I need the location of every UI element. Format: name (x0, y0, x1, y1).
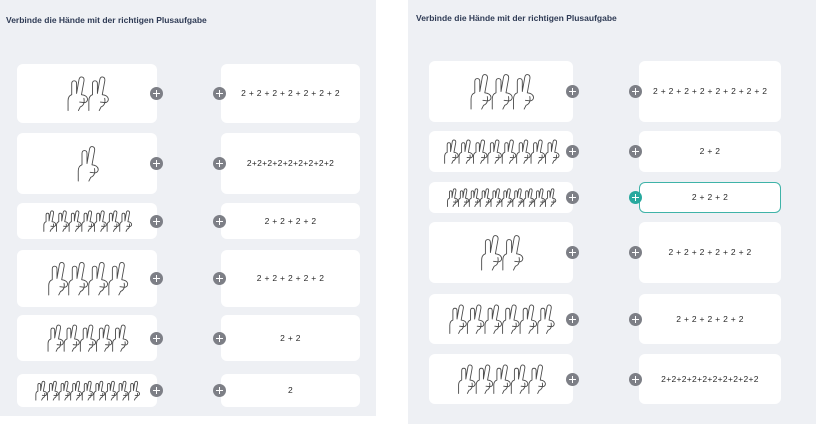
two-finger-hand-icon (502, 140, 516, 163)
two-finger-hand-icon (529, 365, 546, 393)
hand-card[interactable] (17, 64, 157, 123)
hand-connector-plus-icon[interactable] (566, 373, 579, 386)
hand-card[interactable] (429, 294, 573, 344)
equation-card[interactable]: 2 + 2 + 2 + 2 + 2 (639, 294, 781, 344)
hand-card[interactable] (17, 315, 157, 361)
two-finger-hand-icon (94, 211, 106, 232)
hands-group (17, 250, 157, 307)
hand-connector-plus-icon[interactable] (150, 215, 163, 228)
equation-card[interactable]: 2 + 2 (221, 315, 360, 361)
two-finger-hand-icon (97, 325, 112, 351)
two-finger-hand-icon (82, 211, 94, 232)
hand-connector-plus-icon[interactable] (566, 145, 579, 158)
two-finger-hand-icon (120, 211, 132, 232)
two-finger-hand-icon (459, 140, 473, 163)
two-finger-hand-icon (69, 211, 81, 232)
equation-connector-plus-icon[interactable] (213, 215, 226, 228)
two-finger-hand-icon (459, 365, 476, 393)
two-finger-hand-icon (94, 381, 105, 400)
hand-card[interactable] (429, 354, 573, 404)
hand-card[interactable] (17, 374, 157, 407)
two-finger-hand-icon (491, 189, 501, 207)
hand-card[interactable] (429, 222, 573, 283)
hand-connector-plus-icon[interactable] (566, 313, 579, 326)
two-finger-hand-icon (448, 189, 458, 207)
two-finger-hand-icon (109, 262, 128, 294)
two-finger-hand-icon (68, 77, 88, 111)
two-finger-hand-icon (485, 305, 502, 333)
two-finger-hand-icon (71, 381, 82, 400)
two-finger-hand-icon (113, 325, 128, 351)
two-finger-hand-icon (458, 189, 468, 207)
two-finger-hand-icon (82, 381, 93, 400)
two-finger-hand-icon (546, 189, 556, 207)
equation-connector-plus-icon[interactable] (629, 373, 642, 386)
equation-connector-plus-icon[interactable] (629, 313, 642, 326)
two-finger-hand-icon (105, 381, 116, 400)
two-finger-hand-icon (535, 189, 545, 207)
two-finger-hand-icon (117, 381, 128, 400)
equation-connector-plus-icon[interactable] (213, 332, 226, 345)
hands-group (429, 131, 573, 172)
equation-card[interactable]: 2 + 2 + 2 + 2 + 2 + 2 + 2 + 2 (639, 61, 781, 122)
two-finger-hand-icon (502, 189, 512, 207)
two-finger-hand-icon (44, 211, 56, 232)
hand-connector-plus-icon[interactable] (150, 272, 163, 285)
two-finger-hand-icon (48, 325, 63, 351)
hand-card[interactable] (429, 182, 573, 213)
two-finger-hand-icon (513, 189, 523, 207)
equation-card[interactable]: 2 + 2 (639, 131, 781, 172)
two-finger-hand-icon (503, 305, 520, 333)
hands-group (429, 294, 573, 344)
equation-connector-plus-icon[interactable] (629, 85, 642, 98)
two-finger-hand-icon (494, 365, 511, 393)
hand-card[interactable] (17, 250, 157, 307)
hand-connector-plus-icon[interactable] (150, 87, 163, 100)
equation-card[interactable]: 2 + 2 + 2 + 2 (221, 203, 360, 239)
equation-connector-plus-icon[interactable] (213, 157, 226, 170)
hand-card[interactable] (17, 203, 157, 239)
hands-group (429, 182, 573, 213)
hands-group (429, 354, 573, 404)
two-finger-hand-icon (517, 140, 531, 163)
equation-connector-plus-icon[interactable] (629, 246, 642, 259)
equation-connector-plus-icon[interactable] (213, 384, 226, 397)
two-finger-hand-icon (473, 140, 487, 163)
two-finger-hand-icon (57, 211, 69, 232)
right-exercise-panel (408, 0, 816, 424)
two-finger-hand-icon (545, 140, 559, 163)
two-finger-hand-icon (64, 325, 79, 351)
hand-connector-plus-icon[interactable] (150, 332, 163, 345)
two-finger-hand-icon (59, 381, 70, 400)
hands-group (17, 315, 157, 361)
hand-card[interactable] (429, 131, 573, 172)
hands-group (17, 203, 157, 239)
equation-card[interactable]: 2 + 2 + 2 + 2 + 2 + 2 (639, 222, 781, 283)
left-exercise-panel (0, 0, 376, 416)
hands-group (17, 133, 157, 194)
two-finger-hand-icon (69, 262, 88, 294)
two-finger-hand-icon (89, 77, 109, 111)
equation-connector-plus-icon[interactable] (213, 272, 226, 285)
hand-connector-plus-icon[interactable] (566, 85, 579, 98)
equation-card[interactable]: 2+2+2+2+2+2+2+2+2 (221, 133, 360, 194)
equation-connector-plus-icon[interactable] (629, 145, 642, 158)
hands-group (17, 374, 157, 407)
two-finger-hand-icon (514, 75, 534, 109)
two-finger-hand-icon (520, 305, 537, 333)
two-finger-hand-icon (469, 189, 479, 207)
two-finger-hand-icon (476, 365, 493, 393)
two-finger-hand-icon (503, 236, 523, 270)
two-finger-hand-icon (78, 147, 98, 181)
hands-group (429, 222, 573, 283)
two-finger-hand-icon (524, 189, 534, 207)
hand-connector-plus-icon[interactable] (566, 191, 579, 204)
equation-card[interactable]: 2 + 2 + 2 + 2 + 2 + 2 + 2 (221, 64, 360, 123)
two-finger-hand-icon (47, 381, 58, 400)
hand-connector-plus-icon[interactable] (566, 246, 579, 259)
two-finger-hand-icon (511, 365, 528, 393)
two-finger-hand-icon (467, 305, 484, 333)
two-finger-hand-icon (445, 140, 459, 163)
two-finger-hand-icon (492, 75, 512, 109)
hand-connector-plus-icon[interactable] (150, 384, 163, 397)
two-finger-hand-icon (482, 236, 502, 270)
equation-connector-plus-icon[interactable] (629, 191, 642, 204)
two-finger-hand-icon (480, 189, 490, 207)
two-finger-hand-icon (89, 262, 108, 294)
hand-connector-plus-icon[interactable] (150, 157, 163, 170)
two-finger-hand-icon (531, 140, 545, 163)
two-finger-hand-icon (49, 262, 68, 294)
two-finger-hand-icon (450, 305, 467, 333)
two-finger-hand-icon (471, 75, 491, 109)
equation-card[interactable]: 2 (221, 374, 360, 407)
hand-card[interactable] (17, 133, 157, 194)
two-finger-hand-icon (488, 140, 502, 163)
exercise-title: Verbinde die Hände mit der richtigen Plusaufgabe (6, 15, 207, 25)
equation-card[interactable]: 2+2+2+2+2+2+2+2+2+2 (639, 354, 781, 404)
two-finger-hand-icon (129, 381, 140, 400)
hands-group (17, 64, 157, 123)
hand-card[interactable] (429, 61, 573, 122)
two-finger-hand-icon (80, 325, 95, 351)
equation-connector-plus-icon[interactable] (213, 87, 226, 100)
hands-group (429, 61, 573, 122)
exercise-title: Verbinde die Hände mit der richtigen Plusaufgabe (416, 13, 617, 23)
equation-card[interactable]: 2 + 2 + 2 + 2 + 2 (221, 250, 360, 307)
two-finger-hand-icon (538, 305, 555, 333)
two-finger-hand-icon (107, 211, 119, 232)
equation-card[interactable]: 2 + 2 + 2 (639, 182, 781, 213)
two-finger-hand-icon (36, 381, 47, 400)
